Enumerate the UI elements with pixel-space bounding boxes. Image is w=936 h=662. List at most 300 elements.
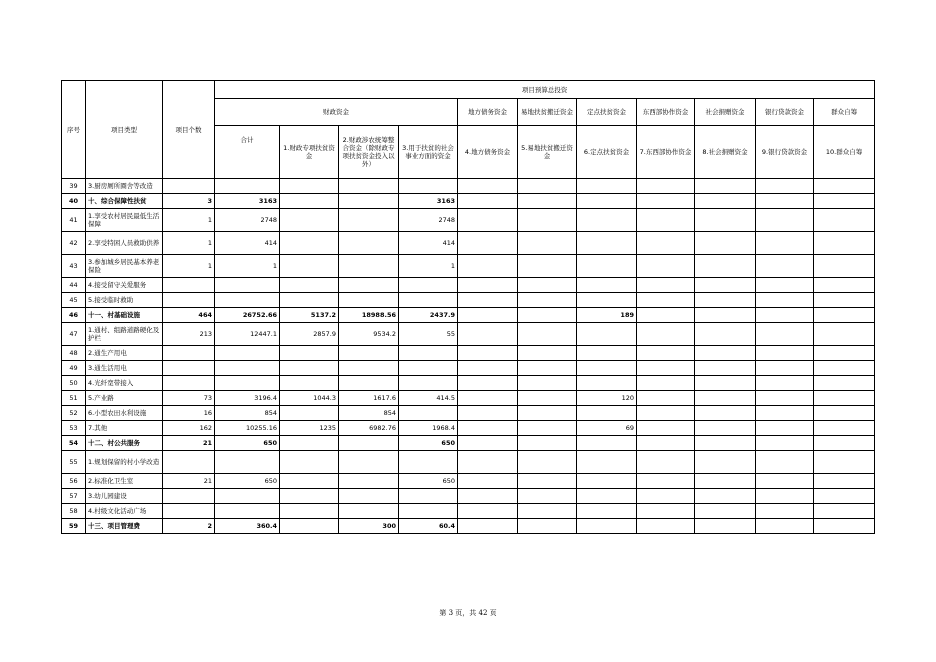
row-east-west: [637, 421, 695, 436]
row-social-donation: [695, 489, 756, 504]
row-total: 12447.1: [215, 323, 280, 346]
row-mass-raise: [814, 376, 875, 391]
row-fiscal-integrated: 300: [339, 519, 399, 534]
row-bank-loan: [756, 179, 814, 194]
row-social-donation: [695, 308, 756, 323]
row-social-affairs: [399, 179, 458, 194]
row-social-affairs: [399, 361, 458, 376]
row-index: 50: [62, 376, 86, 391]
page-footer: 第 3 页，共 42 页: [439, 609, 497, 617]
budget-table: [61, 80, 875, 534]
row-east-west: [637, 361, 695, 376]
row-relocation: [518, 308, 577, 323]
row-local-debt: [458, 194, 518, 209]
header-sub7: 7.东西部协作资金: [637, 126, 695, 179]
row-relocation: [518, 255, 577, 278]
row-type: 4.村级文化活动广场: [86, 504, 163, 519]
header-east-west: 东西部协作资金: [637, 99, 695, 126]
row-type: 1.规划保留的村小学改造: [86, 451, 163, 474]
row-fiscal-special: [280, 179, 339, 194]
row-social-donation: [695, 194, 756, 209]
row-total: [215, 504, 280, 519]
header-mass-raise: 群众自筹: [814, 99, 875, 126]
row-mass-raise: [814, 255, 875, 278]
row-bank-loan: [756, 346, 814, 361]
row-east-west: [637, 255, 695, 278]
row-relocation: [518, 209, 577, 232]
table-row: [62, 194, 875, 209]
row-bank-loan: [756, 308, 814, 323]
row-east-west: [637, 323, 695, 346]
row-total: 650: [215, 436, 280, 451]
header-sub5: 5.易地扶贫搬迁资金: [518, 126, 577, 179]
row-total: 3163: [215, 194, 280, 209]
row-east-west: [637, 308, 695, 323]
row-mass-raise: [814, 474, 875, 489]
row-east-west: [637, 489, 695, 504]
row-local-debt: [458, 489, 518, 504]
row-type: 2.通生产用电: [86, 346, 163, 361]
row-fixed-point: [577, 519, 637, 534]
row-total: [215, 361, 280, 376]
row-local-debt: [458, 519, 518, 534]
row-bank-loan: [756, 436, 814, 451]
row-total: [215, 376, 280, 391]
row-index: 41: [62, 209, 86, 232]
header-sub2: 2.财政涉农统筹整合资金（除财政专项扶贫资金投入以外）: [339, 126, 399, 179]
row-fiscal-special: 5137.2: [280, 308, 339, 323]
row-type: 十、综合保障性扶贫: [86, 194, 163, 209]
row-count: 2: [163, 519, 215, 534]
row-fixed-point: [577, 255, 637, 278]
row-count: 1: [163, 232, 215, 255]
row-fiscal-special: [280, 346, 339, 361]
row-local-debt: [458, 209, 518, 232]
row-social-affairs: 650: [399, 436, 458, 451]
row-fiscal-special: [280, 474, 339, 489]
row-bank-loan: [756, 293, 814, 308]
row-relocation: [518, 179, 577, 194]
row-social-affairs: [399, 406, 458, 421]
row-bank-loan: [756, 504, 814, 519]
table-row: [62, 361, 875, 376]
row-index: 55: [62, 451, 86, 474]
row-total: [215, 489, 280, 504]
row-mass-raise: [814, 179, 875, 194]
row-mass-raise: [814, 323, 875, 346]
row-mass-raise: [814, 194, 875, 209]
row-fiscal-integrated: 6982.76: [339, 421, 399, 436]
row-social-donation: [695, 474, 756, 489]
row-mass-raise: [814, 519, 875, 534]
header-local-debt: 地方债务资金: [458, 99, 518, 126]
row-relocation: [518, 323, 577, 346]
row-index: 40: [62, 194, 86, 209]
row-count: 213: [163, 323, 215, 346]
row-total: 1: [215, 255, 280, 278]
row-fixed-point: [577, 376, 637, 391]
row-east-west: [637, 278, 695, 293]
row-fixed-point: [577, 451, 637, 474]
row-relocation: [518, 194, 577, 209]
row-type: 3.通生活用电: [86, 361, 163, 376]
row-social-affairs: 1968.4: [399, 421, 458, 436]
row-fixed-point: [577, 209, 637, 232]
row-fixed-point: 120: [577, 391, 637, 406]
row-type: 3.参加城乡居民基本养老保险: [86, 255, 163, 278]
row-index: 57: [62, 489, 86, 504]
row-count: 162: [163, 421, 215, 436]
row-count: 73: [163, 391, 215, 406]
row-fixed-point: [577, 232, 637, 255]
row-type: 2.享受特困人员救助供养: [86, 232, 163, 255]
row-type: 7.其他: [86, 421, 163, 436]
header-sub1: 1.财政专项扶贫资金: [280, 126, 339, 179]
row-count: 1: [163, 255, 215, 278]
row-social-donation: [695, 391, 756, 406]
header-count: 项目个数: [163, 81, 215, 179]
row-local-debt: [458, 421, 518, 436]
row-fixed-point: [577, 293, 637, 308]
row-count: 21: [163, 474, 215, 489]
row-social-affairs: 414: [399, 232, 458, 255]
table-row: [62, 504, 875, 519]
row-social-affairs: 1: [399, 255, 458, 278]
row-type: 3.厨房厕所圈舍等改造: [86, 179, 163, 194]
row-relocation: [518, 346, 577, 361]
row-mass-raise: [814, 451, 875, 474]
row-relocation: [518, 436, 577, 451]
row-fiscal-special: 2857.9: [280, 323, 339, 346]
row-social-affairs: [399, 376, 458, 391]
row-bank-loan: [756, 194, 814, 209]
row-east-west: [637, 391, 695, 406]
row-fiscal-integrated: [339, 489, 399, 504]
row-relocation: [518, 504, 577, 519]
row-fixed-point: [577, 406, 637, 421]
header-fixed-point: 定点扶贫资金: [577, 99, 637, 126]
table-row: [62, 406, 875, 421]
row-index: 59: [62, 519, 86, 534]
row-bank-loan: [756, 361, 814, 376]
row-fiscal-special: 1044.3: [280, 391, 339, 406]
row-local-debt: [458, 504, 518, 519]
row-local-debt: [458, 436, 518, 451]
row-fiscal-special: [280, 406, 339, 421]
row-bank-loan: [756, 209, 814, 232]
row-count: [163, 346, 215, 361]
table-row: [62, 376, 875, 391]
row-count: 3: [163, 194, 215, 209]
row-east-west: [637, 504, 695, 519]
row-fixed-point: [577, 194, 637, 209]
row-fiscal-integrated: 854: [339, 406, 399, 421]
table-row: [62, 209, 875, 232]
row-fiscal-integrated: [339, 179, 399, 194]
row-relocation: [518, 278, 577, 293]
row-social-affairs: [399, 489, 458, 504]
row-social-donation: [695, 179, 756, 194]
row-count: [163, 179, 215, 194]
table-row: [62, 489, 875, 504]
row-bank-loan: [756, 391, 814, 406]
row-total: 414: [215, 232, 280, 255]
header-fiscal: 财政资金: [215, 99, 458, 126]
row-index: 51: [62, 391, 86, 406]
row-fixed-point: [577, 436, 637, 451]
row-index: 58: [62, 504, 86, 519]
row-mass-raise: [814, 391, 875, 406]
row-total: [215, 179, 280, 194]
row-fiscal-special: [280, 209, 339, 232]
row-total: 360.4: [215, 519, 280, 534]
row-fiscal-integrated: [339, 293, 399, 308]
header-sub10: 10.群众自筹: [814, 126, 875, 179]
row-east-west: [637, 346, 695, 361]
row-local-debt: [458, 293, 518, 308]
row-social-affairs: [399, 293, 458, 308]
row-index: 48: [62, 346, 86, 361]
row-social-donation: [695, 376, 756, 391]
row-mass-raise: [814, 504, 875, 519]
row-type: 2.标准化卫生室: [86, 474, 163, 489]
row-fiscal-integrated: [339, 474, 399, 489]
row-count: 21: [163, 436, 215, 451]
row-social-donation: [695, 278, 756, 293]
row-social-donation: [695, 232, 756, 255]
row-mass-raise: [814, 406, 875, 421]
row-fiscal-integrated: 18988.56: [339, 308, 399, 323]
row-east-west: [637, 451, 695, 474]
header-sub9: 9.银行贷款资金: [756, 126, 814, 179]
row-type: 十三、项目管理费: [86, 519, 163, 534]
row-relocation: [518, 376, 577, 391]
row-mass-raise: [814, 209, 875, 232]
row-east-west: [637, 179, 695, 194]
row-social-donation: [695, 504, 756, 519]
header-sub8: 8.社会捐赠资金: [695, 126, 756, 179]
row-fiscal-integrated: [339, 255, 399, 278]
row-local-debt: [458, 474, 518, 489]
row-count: [163, 504, 215, 519]
row-fixed-point: [577, 474, 637, 489]
row-fixed-point: [577, 361, 637, 376]
row-fiscal-special: 1235: [280, 421, 339, 436]
row-bank-loan: [756, 278, 814, 293]
row-social-affairs: [399, 451, 458, 474]
row-fiscal-integrated: [339, 436, 399, 451]
row-local-debt: [458, 278, 518, 293]
row-social-donation: [695, 209, 756, 232]
row-bank-loan: [756, 474, 814, 489]
row-social-affairs: 414.5: [399, 391, 458, 406]
row-total: 2748: [215, 209, 280, 232]
row-fiscal-special: [280, 278, 339, 293]
header-subtotal: 合计: [215, 126, 280, 179]
row-total: 10255.16: [215, 421, 280, 436]
row-bank-loan: [756, 451, 814, 474]
row-fiscal-integrated: [339, 232, 399, 255]
row-social-donation: [695, 361, 756, 376]
row-local-debt: [458, 376, 518, 391]
row-count: [163, 451, 215, 474]
row-type: 十二、村公共服务: [86, 436, 163, 451]
row-relocation: [518, 293, 577, 308]
row-east-west: [637, 232, 695, 255]
header-relocation: 易地扶贫搬迁资金: [518, 99, 577, 126]
row-fixed-point: [577, 489, 637, 504]
row-bank-loan: [756, 406, 814, 421]
row-count: [163, 293, 215, 308]
row-type: 1.通村、组路道路硬化及护栏: [86, 323, 163, 346]
row-local-debt: [458, 361, 518, 376]
row-east-west: [637, 436, 695, 451]
row-type: 十一、村基础设施: [86, 308, 163, 323]
table-row: [62, 232, 875, 255]
row-total: [215, 346, 280, 361]
row-index: 39: [62, 179, 86, 194]
row-east-west: [637, 474, 695, 489]
row-social-affairs: 2437.9: [399, 308, 458, 323]
row-social-donation: [695, 293, 756, 308]
row-social-affairs: 650: [399, 474, 458, 489]
row-bank-loan: [756, 323, 814, 346]
row-social-donation: [695, 323, 756, 346]
row-type: 6.小型农田水利设施: [86, 406, 163, 421]
row-fiscal-special: [280, 504, 339, 519]
row-relocation: [518, 519, 577, 534]
row-local-debt: [458, 232, 518, 255]
row-local-debt: [458, 346, 518, 361]
row-relocation: [518, 406, 577, 421]
row-social-donation: [695, 421, 756, 436]
header-type: 项目类型: [86, 81, 163, 179]
table-row: [62, 391, 875, 406]
row-type: 4.光纤宽带接入: [86, 376, 163, 391]
header-social-donation: 社会捐赠资金: [695, 99, 756, 126]
row-east-west: [637, 209, 695, 232]
header-bank-loan: 银行贷款资金: [756, 99, 814, 126]
row-social-donation: [695, 519, 756, 534]
header-sub4: 4.地方债务资金: [458, 126, 518, 179]
row-fiscal-special: [280, 255, 339, 278]
header-seq: 序号: [62, 81, 86, 179]
row-count: [163, 278, 215, 293]
row-mass-raise: [814, 421, 875, 436]
row-type: 5.接受临时救助: [86, 293, 163, 308]
row-east-west: [637, 519, 695, 534]
row-east-west: [637, 293, 695, 308]
row-bank-loan: [756, 489, 814, 504]
row-social-affairs: 2748: [399, 209, 458, 232]
row-count: 1: [163, 209, 215, 232]
table-row: [62, 323, 875, 346]
row-social-donation: [695, 436, 756, 451]
row-social-affairs: [399, 504, 458, 519]
row-fiscal-special: [280, 361, 339, 376]
row-fiscal-integrated: [339, 194, 399, 209]
row-fiscal-special: [280, 376, 339, 391]
row-local-debt: [458, 255, 518, 278]
row-total: [215, 451, 280, 474]
row-mass-raise: [814, 293, 875, 308]
row-fiscal-special: [280, 232, 339, 255]
row-mass-raise: [814, 308, 875, 323]
row-bank-loan: [756, 519, 814, 534]
row-index: 53: [62, 421, 86, 436]
row-total: 650: [215, 474, 280, 489]
row-local-debt: [458, 308, 518, 323]
row-index: 42: [62, 232, 86, 255]
row-fixed-point: 69: [577, 421, 637, 436]
row-type: 1.享受农村居民最低生活保障: [86, 209, 163, 232]
table-row: [62, 436, 875, 451]
table-row: [62, 308, 875, 323]
row-fiscal-integrated: [339, 504, 399, 519]
row-mass-raise: [814, 232, 875, 255]
row-fixed-point: [577, 278, 637, 293]
row-index: 44: [62, 278, 86, 293]
table-row: [62, 421, 875, 436]
row-fixed-point: [577, 504, 637, 519]
table-row: [62, 293, 875, 308]
header-sub3: 3.用于扶贫的社会事业方面的资金: [399, 126, 458, 179]
row-social-affairs: 60.4: [399, 519, 458, 534]
row-count: [163, 376, 215, 391]
table-row: [62, 255, 875, 278]
row-social-affairs: 3163: [399, 194, 458, 209]
row-index: 46: [62, 308, 86, 323]
table-row: [62, 519, 875, 534]
row-social-affairs: [399, 346, 458, 361]
row-index: 45: [62, 293, 86, 308]
row-mass-raise: [814, 436, 875, 451]
row-mass-raise: [814, 361, 875, 376]
row-fiscal-integrated: [339, 278, 399, 293]
table-row: [62, 451, 875, 474]
row-mass-raise: [814, 278, 875, 293]
row-bank-loan: [756, 255, 814, 278]
row-east-west: [637, 406, 695, 421]
row-east-west: [637, 194, 695, 209]
row-social-donation: [695, 346, 756, 361]
header-total-invest: 项目预算总投资: [215, 81, 875, 99]
row-fixed-point: [577, 179, 637, 194]
row-relocation: [518, 489, 577, 504]
row-social-donation: [695, 451, 756, 474]
row-fixed-point: 189: [577, 308, 637, 323]
row-fiscal-special: [280, 489, 339, 504]
row-fixed-point: [577, 346, 637, 361]
row-fiscal-integrated: [339, 376, 399, 391]
row-fiscal-special: [280, 194, 339, 209]
row-fiscal-special: [280, 436, 339, 451]
row-social-affairs: [399, 278, 458, 293]
row-relocation: [518, 361, 577, 376]
row-fiscal-integrated: 9534.2: [339, 323, 399, 346]
row-total: 3196.4: [215, 391, 280, 406]
row-east-west: [637, 376, 695, 391]
row-local-debt: [458, 323, 518, 346]
row-type: 4.接受留守关爱服务: [86, 278, 163, 293]
row-index: 54: [62, 436, 86, 451]
row-relocation: [518, 391, 577, 406]
row-mass-raise: [814, 489, 875, 504]
row-count: 16: [163, 406, 215, 421]
row-social-donation: [695, 406, 756, 421]
row-relocation: [518, 232, 577, 255]
row-relocation: [518, 451, 577, 474]
